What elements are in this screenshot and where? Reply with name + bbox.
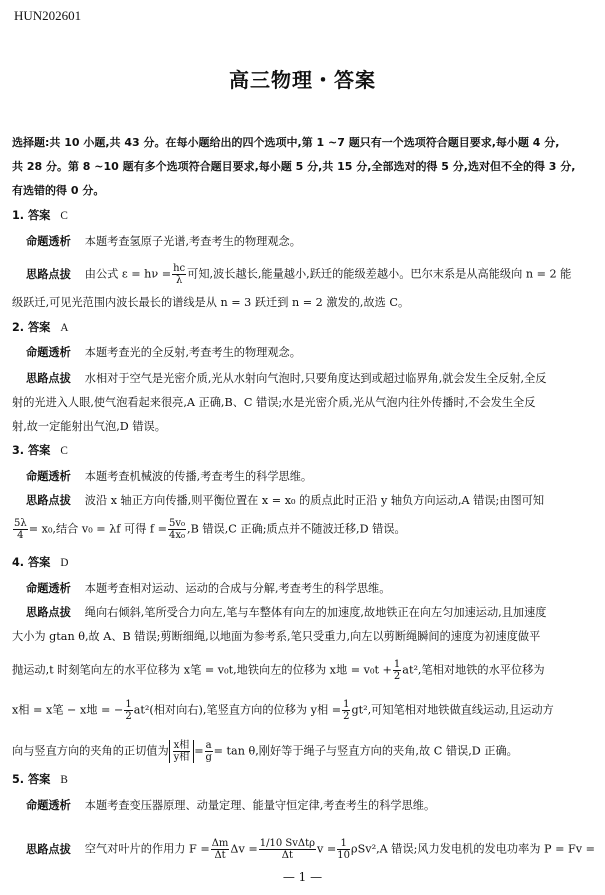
page-number: — 1 — [282,870,323,884]
question-1-header: 1. 答案 C [12,209,68,222]
question-5-header: 5. 答案 B [12,773,68,786]
intro-line: 选择题:共 10 小题,共 43 分。在每小题给出的四个选项中,第 1 ~7 题只有一个选项符合题目要求,每小题 4 分, [12,136,560,149]
question-2-header: 2. 答案 A [12,321,69,334]
question-2-analysis: 命题透析 本题考查光的全反射,考查考生的物理观念。 [26,346,301,359]
question-4-analysis: 命题透析 本题考查相对运动、运动的合成与分解,考查考生的科学思维。 [26,582,391,595]
question-1-analysis: 命题透析 本题考查氢原子光谱,考查考生的物理观念。 [26,235,301,248]
question-3-header: 3. 答案 C [12,444,68,457]
question-4-hint-cont: 大小为 gtan θ,故 A、B 错误;剪断细绳,以地面为参考系,笔只受重力,向左以剪断绳瞬间的速度为初速度做平 [12,630,541,643]
question-4-hint-cont: 抛运动,t 时刻笔向左的水平位移为 x笔 = v₀t,地铁向左的位移为 x地 = v₀t + $\frac{1}{2}$ at²,笔相对地铁的水平位移为 [12,659,545,682]
question-2-hint-cont: 射的光进入人眼,使气泡看起来很亮,A 正确,B、C 错误;水是光密介质,光从气泡内往外传播时,不会发生全反 [12,396,536,409]
question-4-hint-cont: 向与竖直方向的夹角的正切值为 $\frac{\text{x相}}{\text{y相}}$ = $\frac{a}{g}$ = tan θ,刚好等于绳子与竖直方向的夹角,故 C 错误,D 正确。 [12,740,518,763]
question-2-hint: 思路点拔 水相对于空气是光密介质,光从水射向气泡时,只要角度达到或超过临界角,就会发生全反射,全反 [26,372,547,385]
question-3-hint: 思路点拔 波沿 x 轴正方向传播,则平衡位置在 x = x₀ 的质点此时正沿 y 轴负方向运动,A 错误;由图可知 [26,494,545,507]
question-4-hint-cont: x相 = x笔 − x地 = − $\frac{1}{2}$ at²(相对向右),笔竖直方向的位移为 y相 = $\frac{1}{2}$ gt²,可知笔相对地铁做直线运动,且运动方 [12,699,554,722]
question-2-hint-cont: 射,故一定能射出气泡,D 错误。 [12,420,166,433]
question-5-hint: 思路点拔 空气对叶片的作用力 F = $\frac{\Delta m}{\Delta t}$ Δv = $\frac{\text{1/10 SvΔtρ}}{\Delta t}$ v = $\frac{1}{10}$ ρSv²,A 错误;风力发电机的发电功率为 P = Fv = [26,838,596,861]
question-3-hint-cont: $\frac{5\lambda}{4}$ = x₀,结合 v₀ = λf 可得 f = $\frac{\text{5v₀}}{\text{4x₀}}$ ,B 错误,C 正确;质点并不随波迁移,D 错误。 [14,518,406,541]
question-4-hint: 思路点拔 绳向右倾斜,笔所受合力向左,笔与车整体有向左的加速度,故地铁正在向左匀加速运动,且加速度 [26,606,547,619]
intro-line: 共 28 分。第 8 ~10 题有多个选项符合题目要求,每小题 5 分,共 15 分,全部选对的得 5 分,选对但不全的得 3 分, [12,160,576,173]
document-code: HUN202601 [14,8,82,23]
intro-line: 有选错的得 0 分。 [12,184,105,197]
page-title: 高三物理・答案 [229,68,376,92]
question-1-hint-cont: 级跃迁,可见光范围内波长最长的谱线是从 n = 3 跃迁到 n = 2 激发的,故选 C。 [12,296,410,309]
question-5-analysis: 命题透析 本题考查变压器原理、动量定理、能量守恒定律,考查考生的科学思维。 [26,799,436,812]
question-1-hint: 思路点拔 由公式 ε = hν = $\frac{hc}{\lambda}$ 可知,波长越长,能量越小,跃迁的能级差越小。巴尔末系是从高能级向 n = 2 能 [26,263,572,286]
question-4-header: 4. 答案 D [12,556,69,569]
question-3-analysis: 命题透析 本题考查机械波的传播,考查考生的科学思维。 [26,470,313,483]
